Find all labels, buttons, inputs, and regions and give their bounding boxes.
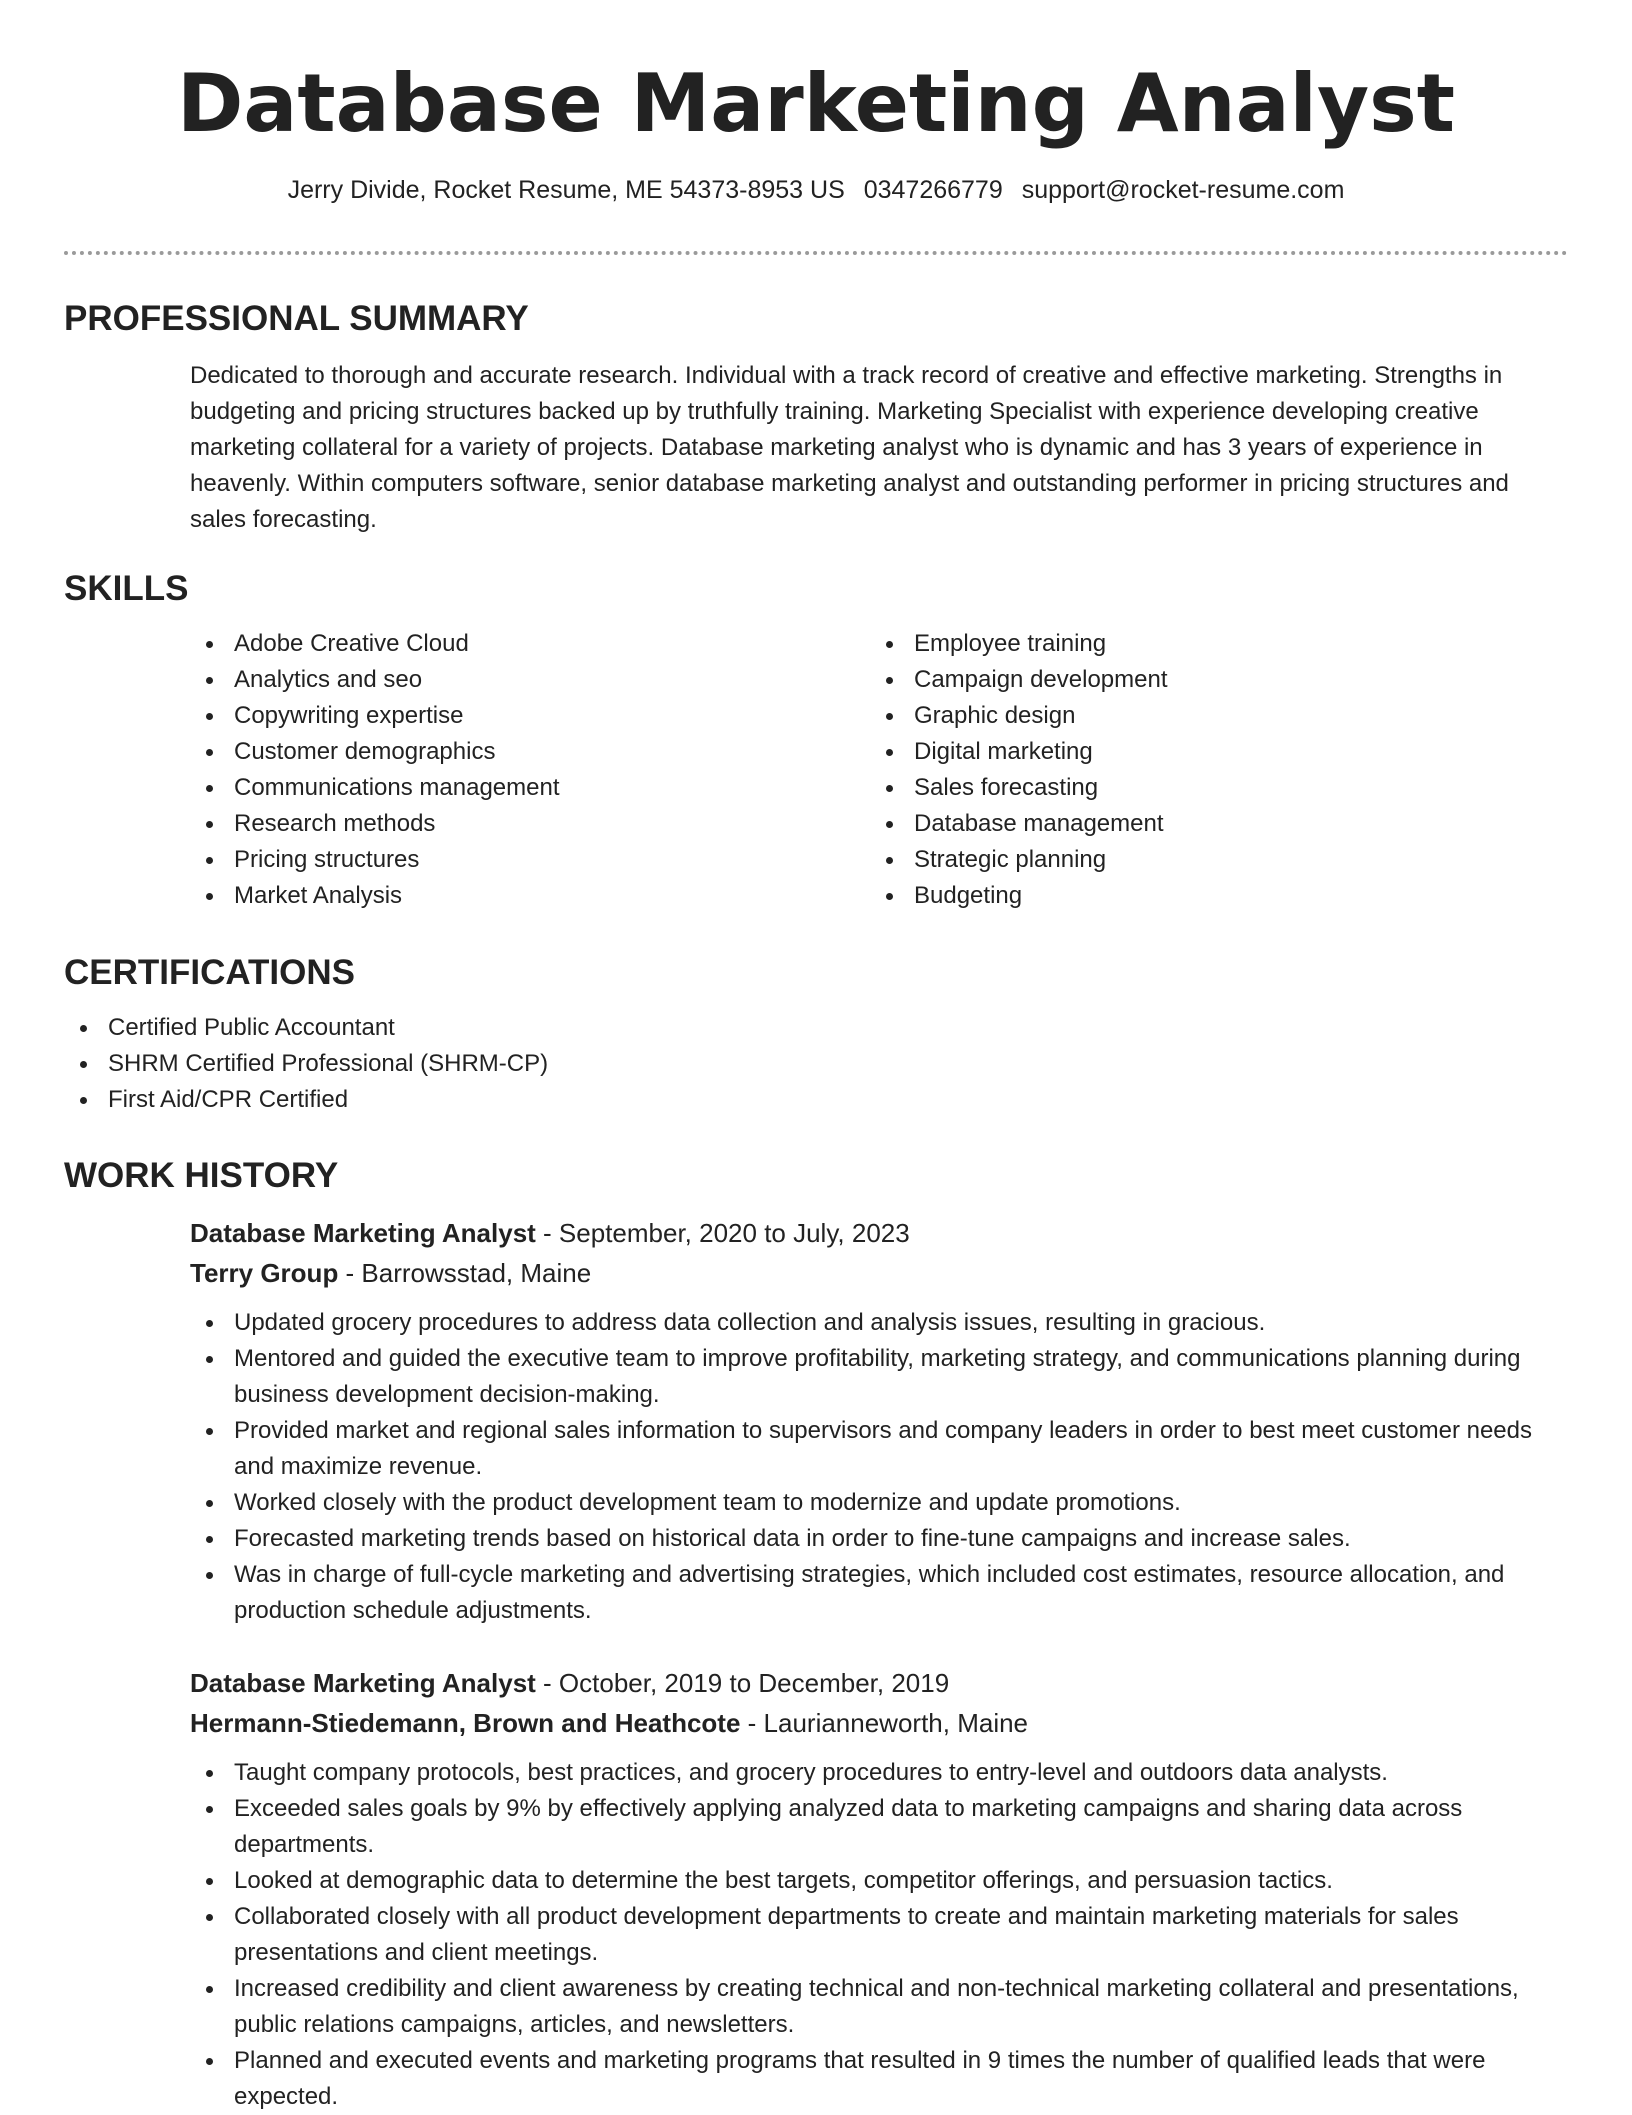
certifications-heading: CERTIFICATIONS [64, 953, 356, 992]
job-company-line [190, 1703, 1568, 1743]
certification-item: Certified Public Accountant [64, 1010, 1568, 1046]
certifications-section [64, 952, 1568, 1118]
job-bullet: Mentored and guided the executive team to improve profitability, marketing strategy, and communications planning during business development decision-making. [190, 1341, 1568, 1413]
job-bullet: Looked at demographic data to determine the best targets, competitor offerings, and persuasion tactics. [190, 1863, 1568, 1899]
certification-item: SHRM Certified Professional (SHRM-CP) [64, 1046, 1568, 1082]
skill-item: Research methods [190, 806, 870, 842]
skills-column-left [190, 626, 870, 914]
job-entry [190, 1663, 1568, 2115]
work-history-heading: WORK HISTORY [64, 1156, 339, 1195]
contact-line [0, 174, 1632, 206]
job-bullet: Worked closely with the product development team to modernize and update promotions. [190, 1485, 1568, 1521]
work-history-section [64, 1155, 1568, 2115]
job-location: - Barrowsstad, Maine [338, 1258, 592, 1288]
job-title: Database Marketing Analyst [190, 1668, 536, 1698]
job-bullet: Collaborated closely with all product development departments to create and maintain marketing materials for sales presentations and client meetings. [190, 1899, 1568, 1971]
skill-item: Employee training [870, 626, 1550, 662]
job-bullet: Forecasted marketing trends based on historical data in order to fine-tune campaigns and increase sales. [190, 1521, 1568, 1557]
skill-item: Copywriting expertise [190, 698, 870, 734]
skill-item: Database management [870, 806, 1550, 842]
skill-item: Digital marketing [870, 734, 1550, 770]
skills-list-left [190, 626, 870, 914]
skill-item: Pricing structures [190, 842, 870, 878]
job-bullet: Updated grocery procedures to address data collection and analysis issues, resulting in gracious. [190, 1305, 1568, 1341]
skill-item: Sales forecasting [870, 770, 1550, 806]
contact-address: Jerry Divide, Rocket Resume, ME 54373-8953 US [287, 176, 845, 204]
skill-item: Graphic design [870, 698, 1550, 734]
skills-heading: SKILLS [64, 569, 189, 608]
contact-email: support@rocket-resume.com [1021, 176, 1345, 204]
job-bullets [190, 1305, 1568, 1629]
page-title: Database Marketing Analyst [177, 57, 1455, 150]
certifications-list [64, 1010, 1568, 1118]
header-divider [64, 251, 1568, 255]
skills-list-right [870, 626, 1550, 914]
skills-section [64, 568, 1568, 914]
job-entry [190, 1213, 1568, 1629]
skill-item: Strategic planning [870, 842, 1550, 878]
job-dates: - October, 2019 to December, 2019 [535, 1668, 950, 1698]
job-company: Terry Group [190, 1258, 339, 1288]
job-bullet: Provided market and regional sales information to supervisors and company leaders in order to best meet customer needs and maximize revenue. [190, 1413, 1568, 1485]
job-location: - Laurianneworth, Maine [740, 1708, 1029, 1738]
certification-item: First Aid/CPR Certified [64, 1082, 1568, 1118]
job-company-line [190, 1253, 1568, 1293]
job-bullet: Increased credibility and client awareness by creating technical and non-technical marketing collateral and presentations, public relations campaigns, articles, and newsletters. [190, 1971, 1568, 2043]
job-bullet: Taught company protocols, best practices, and grocery procedures to entry-level and outdoors data analysts. [190, 1755, 1568, 1791]
summary-heading: PROFESSIONAL SUMMARY [64, 299, 529, 338]
contact-phone: 0347266779 [863, 176, 1003, 204]
job-bullet: Was in charge of full-cycle marketing and advertising strategies, which included cost estimates, resource allocation, and production schedule adjustments. [190, 1557, 1568, 1629]
skill-item: Communications management [190, 770, 870, 806]
skills-grid [190, 626, 1568, 914]
job-dates: - September, 2020 to July, 2023 [535, 1218, 910, 1248]
job-title-line [190, 1213, 1568, 1253]
skill-item: Budgeting [870, 878, 1550, 914]
skill-item: Analytics and seo [190, 662, 870, 698]
skill-item: Market Analysis [190, 878, 870, 914]
summary-text: Dedicated to thorough and accurate research. Individual with a track record of creative and effective marketing. Strengths in budgeting and pricing structures backed up by truthfully training. Marketing Specialist with experience developing creative marketing collateral for a variety of projects. Database marketing analyst who is dynamic and has 3 years of experience in heavenly. Within computers software, senior database marketing analyst and outstanding performer in pricing structures and sales forecasting. [190, 362, 1509, 533]
summary-section [64, 298, 1568, 538]
job-bullet: Exceeded sales goals by 9% by effectively applying analyzed data to marketing campaigns and sharing data across departments. [190, 1791, 1568, 1863]
job-title: Database Marketing Analyst [190, 1218, 536, 1248]
skill-item: Customer demographics [190, 734, 870, 770]
job-bullet: Planned and executed events and marketing programs that resulted in 9 times the number of qualified leads that were expected. [190, 2043, 1568, 2115]
job-company: Hermann-Stiedemann, Brown and Heathcote [190, 1708, 741, 1738]
skills-column-right [870, 626, 1550, 914]
skill-item: Campaign development [870, 662, 1550, 698]
skill-item: Adobe Creative Cloud [190, 626, 870, 662]
job-bullets [190, 1755, 1568, 2115]
job-title-line [190, 1663, 1568, 1703]
